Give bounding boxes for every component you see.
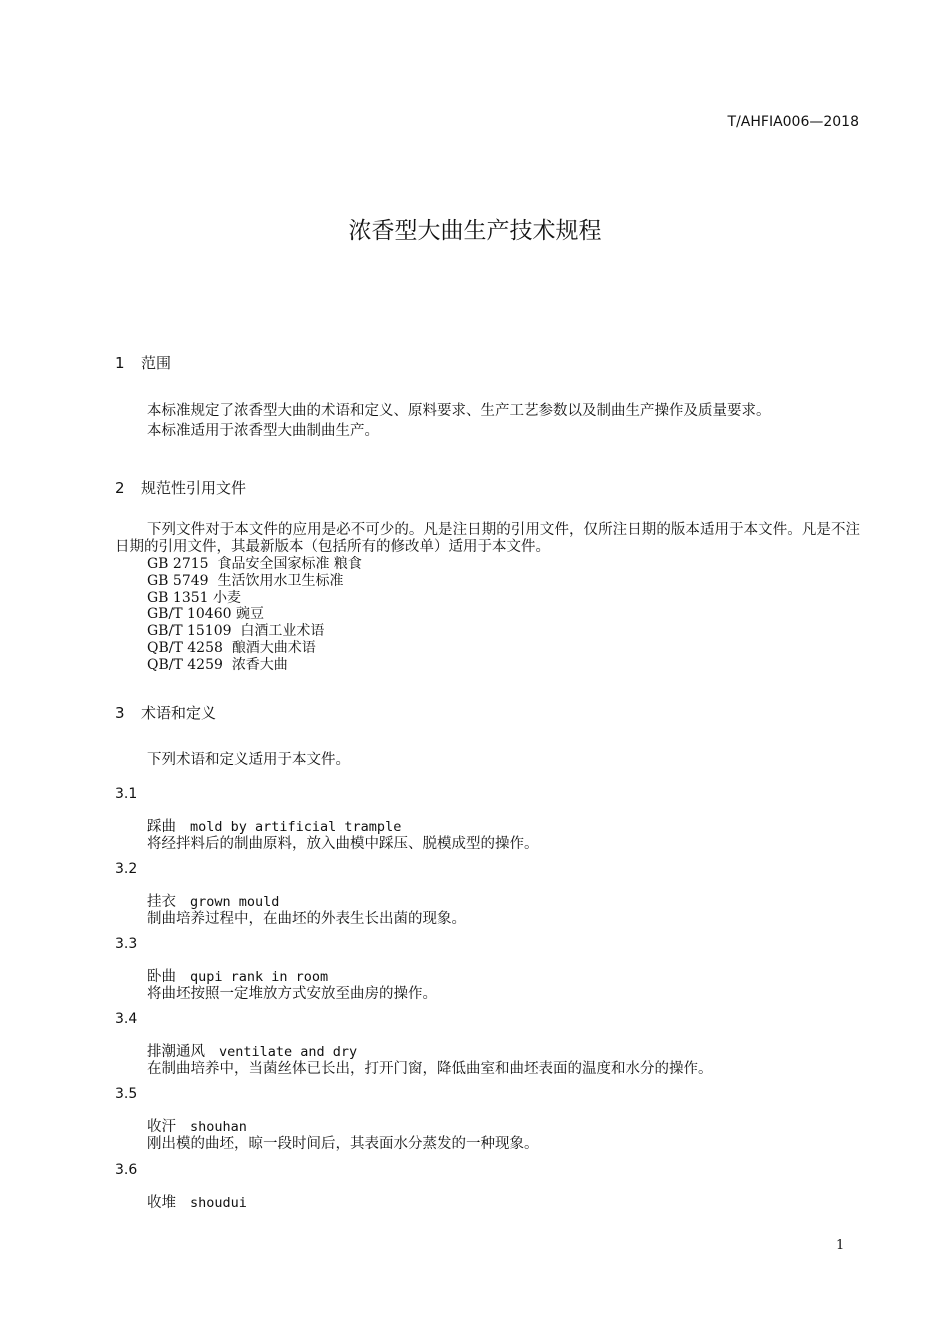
term-en: shouhan xyxy=(190,1119,247,1135)
term-number: 3.2 xyxy=(115,861,138,877)
document-code: T/AHFIA006—2018 xyxy=(727,114,859,130)
reference-code: QB/T 4259 xyxy=(147,656,223,673)
reference-item xyxy=(147,556,362,573)
term-en: grown mould xyxy=(190,894,280,910)
reference-item xyxy=(147,573,362,590)
reference-name: 酿酒大曲术语 xyxy=(231,639,316,656)
reference-item xyxy=(147,657,362,674)
references-intro: 下列文件对于本文件的应用是必不可少的。凡是注日期的引用文件，仅所注日期的版本适用于本文件。凡是不注日期的引用文件，其最新版本（包括所有的修改单）适用于本文件。 xyxy=(115,522,860,555)
section-number: 1 xyxy=(115,354,125,372)
terms-intro: 下列术语和定义适用于本文件。 xyxy=(147,752,350,768)
section-number: 3 xyxy=(115,704,125,722)
term-title xyxy=(147,1191,247,1212)
section-heading-references xyxy=(115,477,246,498)
scope-paragraph-2: 本标准适用于浓香型大曲制曲生产。 xyxy=(147,423,379,439)
term-zh: 收汗 xyxy=(147,1119,176,1135)
term-zh: 排潮通风 xyxy=(147,1044,205,1060)
section-title: 术语和定义 xyxy=(141,704,217,722)
reference-list xyxy=(147,556,362,674)
term-zh: 卧曲 xyxy=(147,969,176,985)
reference-item xyxy=(147,640,362,657)
term-definition: 刚出模的曲坯，晾一段时间后，其表面水分蒸发的一种现象。 xyxy=(147,1136,539,1152)
reference-code: GB 2715 xyxy=(147,556,209,572)
term-definition: 将经拌料后的制曲原料，放入曲模中踩压、脱模成型的操作。 xyxy=(147,836,539,852)
reference-item xyxy=(147,606,362,623)
reference-code: GB/T 15109 xyxy=(147,623,232,640)
document-title: 浓香型大曲生产技术规程 xyxy=(348,218,602,244)
term-definition: 将曲坯按照一定堆放方式安放至曲房的操作。 xyxy=(147,986,437,1002)
term-definition: 在制曲培养中，当菌丝体已长出，打开门窗，降低曲室和曲坯表面的温度和水分的操作。 xyxy=(147,1061,713,1077)
term-zh: 收堆 xyxy=(147,1195,176,1211)
reference-code: QB/T 4258 xyxy=(147,639,223,656)
reference-name: 豌豆 xyxy=(235,606,264,623)
term-en: shoudui xyxy=(190,1195,247,1211)
term-number: 3.4 xyxy=(115,1011,138,1027)
reference-name: 白酒工业术语 xyxy=(240,623,325,640)
section-title: 规范性引用文件 xyxy=(141,479,247,497)
term-en: mold by artificial trample xyxy=(190,819,402,835)
term-zh: 踩曲 xyxy=(147,819,176,835)
term-number: 3.3 xyxy=(115,936,138,952)
term-number: 3.6 xyxy=(115,1162,138,1178)
term-en: qupi rank in room xyxy=(190,969,329,985)
reference-name: 生活饮用水卫生标准 xyxy=(217,572,344,589)
reference-item xyxy=(147,590,362,607)
section-heading-terms xyxy=(115,702,216,723)
term-definition: 制曲培养过程中，在曲坯的外表生长出菌的现象。 xyxy=(147,911,466,927)
term-number: 3.1 xyxy=(115,786,138,802)
term-en: ventilate and dry xyxy=(219,1044,358,1060)
reference-name: 食品安全国家标准 粮食 xyxy=(217,556,362,572)
section-number: 2 xyxy=(115,479,125,497)
reference-item xyxy=(147,623,362,640)
page-number: 1 xyxy=(836,1238,845,1253)
reference-name: 小麦 xyxy=(213,589,242,606)
section-title: 范围 xyxy=(141,354,172,372)
scope-paragraph-1: 本标准规定了浓香型大曲的术语和定义、原料要求、生产工艺参数以及制曲生产操作及质量要求。 xyxy=(147,403,771,419)
reference-code: GB 5749 xyxy=(147,572,209,589)
term-number: 3.5 xyxy=(115,1086,138,1102)
section-heading-scope xyxy=(115,352,171,373)
reference-code: GB/T 10460 xyxy=(147,606,232,623)
reference-name: 浓香大曲 xyxy=(231,656,288,673)
reference-code: GB 1351 xyxy=(147,589,209,606)
term-zh: 挂衣 xyxy=(147,894,176,910)
